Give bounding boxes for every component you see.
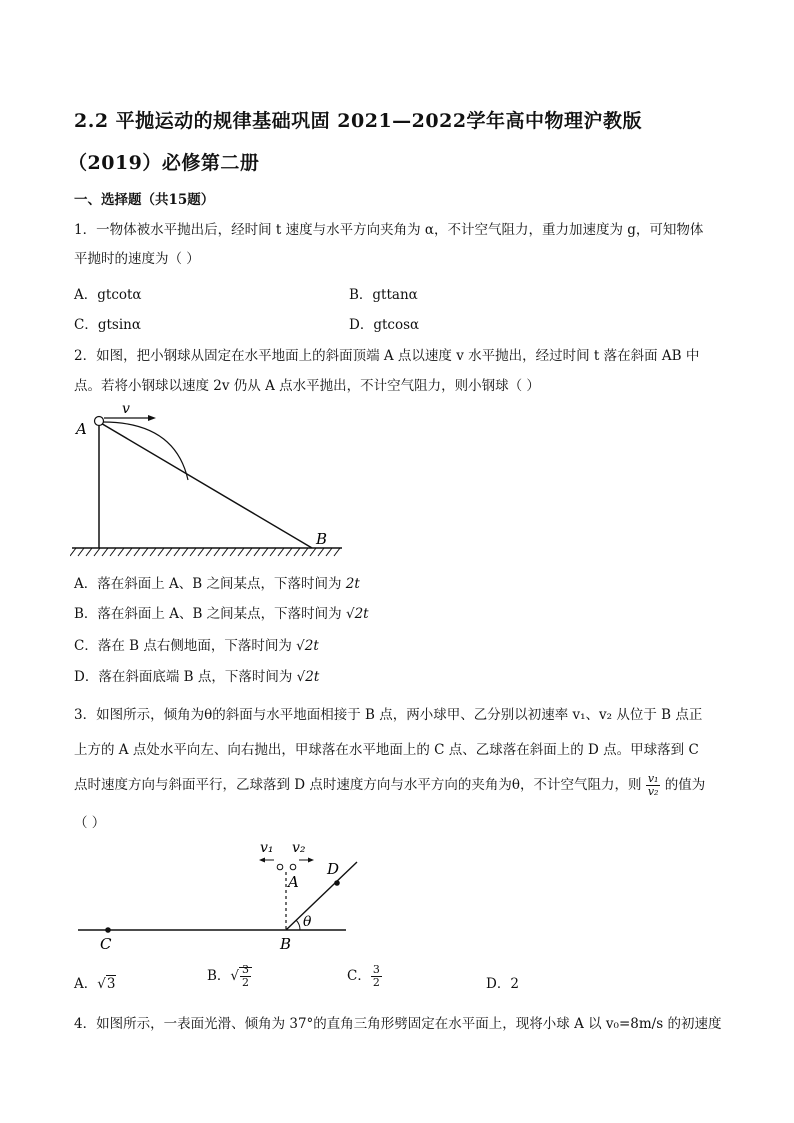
- q3-ratio-fraction: $\frac{\text{v₁}}{\text{v₂}}$: [647, 772, 659, 798]
- q1-option-c: C．gtsinα: [74, 317, 141, 333]
- label-c: C: [100, 935, 112, 953]
- q3-stem-line3: 点时速度方向与斜面平行，乙球落到 D 点时速度方向与水平方向的夹角为θ，不计空气阻力，则 $\frac{\text{v₁}}{\text{v₂}}$ 的值为: [74, 772, 706, 798]
- label-d: D: [327, 860, 340, 878]
- ground-hatching: [70, 548, 340, 556]
- document-title-line1: 2.2 平抛运动的规律基础巩固 2021—2022学年高中物理沪教版: [74, 110, 643, 132]
- document-title-line2: （2019）必修第二册: [68, 152, 260, 174]
- label-v2: v₂: [292, 840, 306, 856]
- label-b: B: [316, 530, 328, 548]
- q2-incline-figure: [70, 396, 350, 566]
- incline-line: [99, 422, 312, 548]
- q2-stem-line1: 2．如图，把小钢球从固定在水平地面上的斜面顶端 A 点以速度 v 水平抛出，经过时间 t 落在斜面 AB 中: [74, 348, 700, 364]
- q2-option-b: B．落在斜面上 A、B 之间某点，下落时间为 √2t: [74, 606, 369, 622]
- q1-option-d: D．gtcosα: [349, 317, 420, 333]
- q1-option-b: B．gttanα: [349, 287, 418, 303]
- q3-stem-line2: 上方的 A 点处水平向左、向右抛出，甲球落在水平地面上的 C 点、乙球落在斜面上的 D 点。甲球落到 C: [74, 742, 699, 758]
- q3-stem-line1: 3．如图所示，倾角为θ的斜面与水平地面相接于 B 点，两小球甲、乙分别以初速率 v₁、v₂ 从位于 B 点正: [74, 707, 703, 723]
- q2-stem-line2: 点。若将小钢球以速度 2v 仍从 A 点水平抛出，不计空气阻力，则小钢球（ ）: [74, 378, 540, 394]
- label-a: A: [76, 420, 87, 438]
- q3-option-b: B．√ $\frac{3}{2}$: [207, 964, 252, 989]
- q3-stem-line4: （ ）: [74, 815, 106, 831]
- q3-option-d: D．2: [486, 976, 519, 992]
- label-a: A: [288, 873, 299, 891]
- point-c-icon: [105, 927, 111, 933]
- q2-option-c: C．落在 B 点右侧地面，下落时间为 √2t: [74, 638, 319, 654]
- q3-option-a: A．√3: [74, 976, 116, 992]
- label-theta: θ: [303, 914, 312, 930]
- section-heading: 一、选择题（共15题）: [74, 192, 215, 208]
- q3-figure: [74, 832, 364, 954]
- q2-option-d: D．落在斜面底端 B 点，下落时间为 √2t: [74, 669, 320, 685]
- arrowhead-left-icon: [259, 858, 265, 863]
- ball-left-icon: [277, 864, 283, 870]
- ball-icon: [95, 417, 104, 426]
- angle-arc: [296, 920, 300, 930]
- label-v: v: [122, 401, 130, 417]
- q3-option-c: C． $\frac{3}{2}$: [347, 963, 380, 989]
- label-v1: v₁: [260, 840, 274, 856]
- q1-stem-line1: 1．一物体被水平抛出后，经时间 t 速度与水平方向夹角为 α，不计空气阻力，重力加速度为 g，可知物体: [74, 222, 704, 238]
- q1-option-a: A．gtcotα: [74, 287, 142, 303]
- trajectory-curve: [103, 422, 188, 480]
- ball-right-icon: [290, 864, 296, 870]
- point-d-icon: [334, 880, 340, 886]
- arrowhead-right-icon: [308, 858, 314, 863]
- label-b: B: [280, 935, 292, 953]
- q2-option-a: A．落在斜面上 A、B 之间某点，下落时间为 2t: [74, 576, 360, 592]
- q1-stem-line2: 平抛时的速度为（ ）: [74, 251, 200, 267]
- arrowhead-icon: [148, 415, 156, 421]
- q4-stem-line1: 4．如图所示，一表面光滑、倾角为 37°的直角三角形劈固定在水平面上，现将小球 A 以 v₀=8m/s 的初速度: [74, 1016, 722, 1032]
